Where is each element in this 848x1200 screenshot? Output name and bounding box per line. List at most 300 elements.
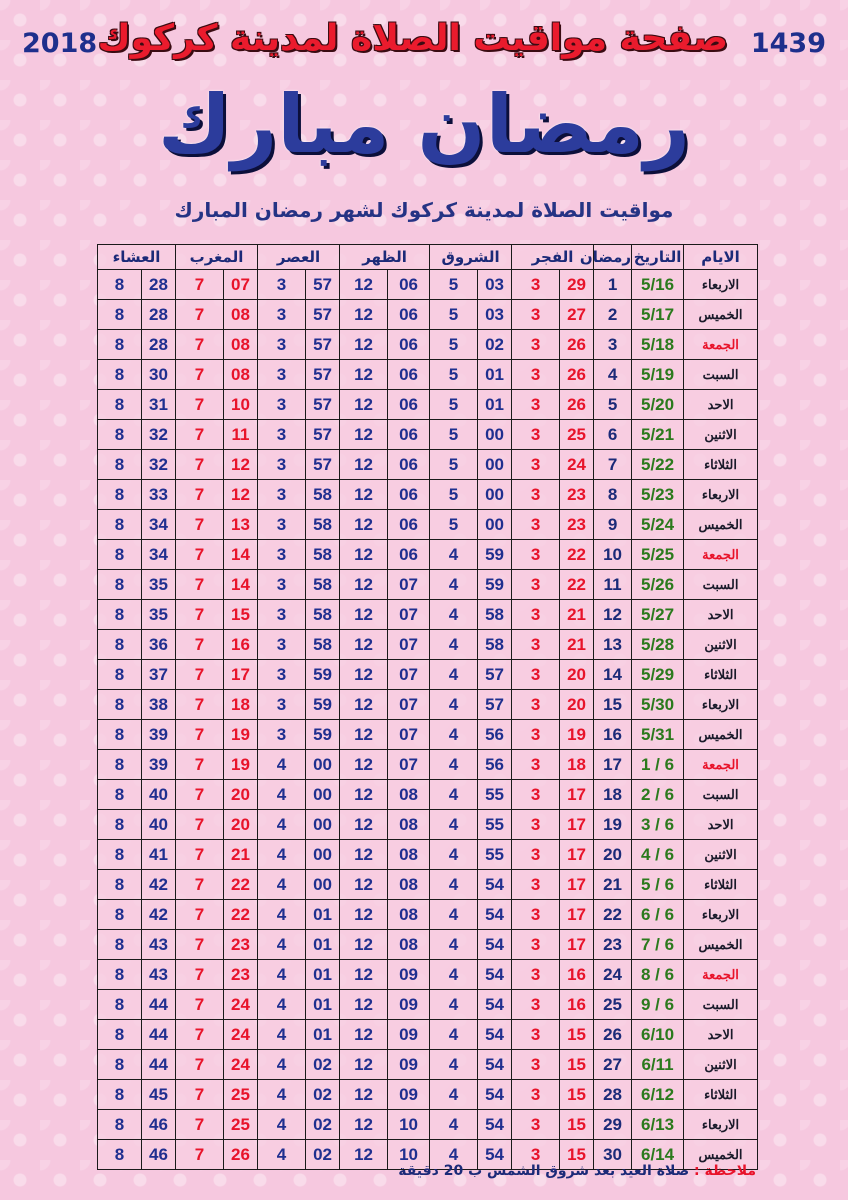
shurooq-hour-cell: 4: [430, 750, 478, 780]
maghrib-minute-cell: 19: [224, 720, 258, 750]
asr-hour-cell: 3: [258, 510, 306, 540]
maghrib-minute-cell: 24: [224, 1020, 258, 1050]
dhuhr-hour-cell: 12: [340, 1110, 388, 1140]
isha-minute-cell: 32: [142, 450, 176, 480]
fajr-minute-cell: 19: [560, 720, 594, 750]
table-row: [98, 1080, 758, 1110]
shurooq-hour-cell: 4: [430, 810, 478, 840]
fajr-minute-cell: 15: [560, 1050, 594, 1080]
ramadan-day-cell: 10: [594, 540, 632, 570]
dhuhr-hour-cell: 12: [340, 720, 388, 750]
asr-minute-cell: 01: [306, 1020, 340, 1050]
ramadan-day-cell: 12: [594, 600, 632, 630]
shurooq-minute-cell: 59: [478, 540, 512, 570]
ramadan-day-cell: 13: [594, 630, 632, 660]
shurooq-hour-cell: 4: [430, 930, 478, 960]
asr-hour-cell: 3: [258, 270, 306, 300]
date-cell: 6 / 8: [632, 960, 684, 990]
asr-hour-cell: 4: [258, 870, 306, 900]
maghrib-minute-cell: 07: [224, 270, 258, 300]
dhuhr-minute-cell: 08: [388, 780, 430, 810]
shurooq-hour-cell: 5: [430, 480, 478, 510]
asr-minute-cell: 57: [306, 360, 340, 390]
isha-minute-cell: 28: [142, 270, 176, 300]
maghrib-hour-cell: 7: [176, 450, 224, 480]
asr-hour-cell: 3: [258, 300, 306, 330]
fajr-hour-cell: 3: [512, 840, 560, 870]
asr-minute-cell: 58: [306, 600, 340, 630]
isha-hour-cell: 8: [98, 1050, 142, 1080]
date-cell: 5/21: [632, 420, 684, 450]
fajr-hour-cell: 3: [512, 1050, 560, 1080]
shurooq-minute-cell: 55: [478, 780, 512, 810]
dhuhr-hour-cell: 12: [340, 570, 388, 600]
day-cell: الثلاثاء: [684, 1080, 758, 1110]
date-cell: 6/12: [632, 1080, 684, 1110]
fajr-hour-cell: 3: [512, 1020, 560, 1050]
shurooq-minute-cell: 57: [478, 690, 512, 720]
maghrib-hour-cell: 7: [176, 1110, 224, 1140]
isha-hour-cell: 8: [98, 960, 142, 990]
isha-hour-cell: 8: [98, 720, 142, 750]
dhuhr-minute-cell: 10: [388, 1110, 430, 1140]
dhuhr-minute-cell: 06: [388, 540, 430, 570]
fajr-hour-cell: 3: [512, 510, 560, 540]
fajr-minute-cell: 27: [560, 300, 594, 330]
asr-hour-cell: 3: [258, 480, 306, 510]
isha-hour-cell: 8: [98, 930, 142, 960]
asr-hour-cell: 3: [258, 630, 306, 660]
isha-hour-cell: 8: [98, 780, 142, 810]
isha-minute-cell: 42: [142, 870, 176, 900]
footer-note: [96, 1163, 756, 1179]
asr-minute-cell: 59: [306, 690, 340, 720]
fajr-hour-cell: 3: [512, 1080, 560, 1110]
shurooq-minute-cell: 54: [478, 1110, 512, 1140]
fajr-minute-cell: 17: [560, 810, 594, 840]
dhuhr-minute-cell: 09: [388, 1080, 430, 1110]
maghrib-hour-cell: 7: [176, 750, 224, 780]
isha-minute-cell: 35: [142, 600, 176, 630]
fajr-hour-cell: 3: [512, 270, 560, 300]
fajr-minute-cell: 16: [560, 990, 594, 1020]
asr-minute-cell: 57: [306, 270, 340, 300]
dhuhr-minute-cell: 07: [388, 570, 430, 600]
shurooq-hour-cell: 4: [430, 960, 478, 990]
dhuhr-minute-cell: 07: [388, 630, 430, 660]
dhuhr-hour-cell: 12: [340, 1050, 388, 1080]
header-asr: العصر: [258, 245, 340, 270]
fajr-minute-cell: 17: [560, 900, 594, 930]
shurooq-minute-cell: 54: [478, 990, 512, 1020]
fajr-hour-cell: 3: [512, 450, 560, 480]
dhuhr-hour-cell: 12: [340, 690, 388, 720]
dhuhr-hour-cell: 12: [340, 630, 388, 660]
fajr-hour-cell: 3: [512, 600, 560, 630]
fajr-hour-cell: 3: [512, 870, 560, 900]
date-cell: 6 / 5: [632, 870, 684, 900]
table-row: [98, 690, 758, 720]
maghrib-minute-cell: 18: [224, 690, 258, 720]
ramadan-day-cell: 11: [594, 570, 632, 600]
date-cell: 6/13: [632, 1110, 684, 1140]
isha-minute-cell: 34: [142, 540, 176, 570]
dhuhr-minute-cell: 07: [388, 660, 430, 690]
maghrib-minute-cell: 10: [224, 390, 258, 420]
isha-hour-cell: 8: [98, 690, 142, 720]
asr-minute-cell: 58: [306, 480, 340, 510]
ramadan-day-cell: 28: [594, 1080, 632, 1110]
isha-hour-cell: 8: [98, 810, 142, 840]
dhuhr-minute-cell: 07: [388, 690, 430, 720]
fajr-hour-cell: 3: [512, 720, 560, 750]
isha-hour-cell: 8: [98, 420, 142, 450]
day-cell: السبت: [684, 360, 758, 390]
fajr-minute-cell: 18: [560, 750, 594, 780]
hijri-year: 1439: [750, 28, 826, 59]
maghrib-minute-cell: 26: [224, 1140, 258, 1170]
shurooq-hour-cell: 4: [430, 690, 478, 720]
shurooq-hour-cell: 4: [430, 1020, 478, 1050]
fajr-minute-cell: 23: [560, 480, 594, 510]
shurooq-minute-cell: 55: [478, 840, 512, 870]
shurooq-hour-cell: 5: [430, 390, 478, 420]
fajr-minute-cell: 25: [560, 420, 594, 450]
isha-minute-cell: 28: [142, 330, 176, 360]
dhuhr-minute-cell: 06: [388, 510, 430, 540]
dhuhr-minute-cell: 08: [388, 870, 430, 900]
table-row: [98, 450, 758, 480]
isha-hour-cell: 8: [98, 300, 142, 330]
maghrib-minute-cell: 12: [224, 480, 258, 510]
maghrib-minute-cell: 23: [224, 960, 258, 990]
shurooq-minute-cell: 54: [478, 1140, 512, 1170]
shurooq-hour-cell: 4: [430, 1110, 478, 1140]
fajr-minute-cell: 26: [560, 360, 594, 390]
asr-hour-cell: 4: [258, 1110, 306, 1140]
shurooq-minute-cell: 58: [478, 600, 512, 630]
day-cell: الخميس: [684, 720, 758, 750]
maghrib-minute-cell: 13: [224, 510, 258, 540]
day-cell: الاثنين: [684, 1050, 758, 1080]
table-row: [98, 600, 758, 630]
date-cell: 5/18: [632, 330, 684, 360]
maghrib-hour-cell: 7: [176, 780, 224, 810]
fajr-minute-cell: 21: [560, 600, 594, 630]
asr-hour-cell: 4: [258, 930, 306, 960]
shurooq-hour-cell: 4: [430, 1050, 478, 1080]
shurooq-hour-cell: 4: [430, 840, 478, 870]
header-dhuhr: الظهر: [340, 245, 430, 270]
maghrib-hour-cell: 7: [176, 990, 224, 1020]
maghrib-hour-cell: 7: [176, 900, 224, 930]
fajr-hour-cell: 3: [512, 420, 560, 450]
shurooq-minute-cell: 01: [478, 360, 512, 390]
isha-hour-cell: 8: [98, 600, 142, 630]
date-cell: 6/14: [632, 1140, 684, 1170]
maghrib-hour-cell: 7: [176, 1020, 224, 1050]
ramadan-day-cell: 30: [594, 1140, 632, 1170]
asr-minute-cell: 58: [306, 630, 340, 660]
table-row: [98, 540, 758, 570]
date-cell: 5/23: [632, 480, 684, 510]
day-cell: الاثنين: [684, 420, 758, 450]
day-cell: الاحد: [684, 600, 758, 630]
shurooq-hour-cell: 4: [430, 630, 478, 660]
day-cell: الاربعاء: [684, 690, 758, 720]
isha-hour-cell: 8: [98, 510, 142, 540]
asr-hour-cell: 4: [258, 960, 306, 990]
maghrib-minute-cell: 20: [224, 780, 258, 810]
asr-hour-cell: 3: [258, 450, 306, 480]
date-cell: 5/19: [632, 360, 684, 390]
isha-minute-cell: 31: [142, 390, 176, 420]
maghrib-minute-cell: 08: [224, 300, 258, 330]
gregorian-year: 2018: [22, 28, 98, 59]
shurooq-hour-cell: 4: [430, 990, 478, 1020]
dhuhr-hour-cell: 12: [340, 900, 388, 930]
header-isha: العشاء: [98, 245, 176, 270]
day-cell: الثلاثاء: [684, 450, 758, 480]
header-date: التاريخ: [632, 245, 684, 270]
date-cell: 6 / 9: [632, 990, 684, 1020]
ramadan-day-cell: 8: [594, 480, 632, 510]
maghrib-minute-cell: 08: [224, 330, 258, 360]
ramadan-day-cell: 19: [594, 810, 632, 840]
shurooq-hour-cell: 5: [430, 360, 478, 390]
isha-hour-cell: 8: [98, 450, 142, 480]
page-top-title: صفحة مواقيت الصلاة لمدينة كركوك: [97, 18, 728, 59]
header-shurooq: الشروق: [430, 245, 512, 270]
fajr-hour-cell: 3: [512, 1140, 560, 1170]
isha-hour-cell: 8: [98, 1140, 142, 1170]
maghrib-hour-cell: 7: [176, 1080, 224, 1110]
fajr-minute-cell: 15: [560, 1140, 594, 1170]
asr-hour-cell: 4: [258, 1050, 306, 1080]
isha-minute-cell: 35: [142, 570, 176, 600]
maghrib-hour-cell: 7: [176, 720, 224, 750]
maghrib-minute-cell: 08: [224, 360, 258, 390]
shurooq-minute-cell: 56: [478, 750, 512, 780]
date-cell: 5/20: [632, 390, 684, 420]
maghrib-hour-cell: 7: [176, 960, 224, 990]
fajr-hour-cell: 3: [512, 690, 560, 720]
shurooq-minute-cell: 00: [478, 420, 512, 450]
dhuhr-hour-cell: 12: [340, 990, 388, 1020]
fajr-hour-cell: 3: [512, 630, 560, 660]
ramadan-day-cell: 18: [594, 780, 632, 810]
ramadan-day-cell: 15: [594, 690, 632, 720]
asr-minute-cell: 58: [306, 540, 340, 570]
table-row: [98, 1110, 758, 1140]
maghrib-minute-cell: 25: [224, 1110, 258, 1140]
maghrib-hour-cell: 7: [176, 570, 224, 600]
maghrib-hour-cell: 7: [176, 870, 224, 900]
maghrib-hour-cell: 7: [176, 270, 224, 300]
ramadan-day-cell: 7: [594, 450, 632, 480]
dhuhr-minute-cell: 09: [388, 1020, 430, 1050]
dhuhr-minute-cell: 06: [388, 480, 430, 510]
fajr-hour-cell: 3: [512, 570, 560, 600]
shurooq-minute-cell: 54: [478, 1050, 512, 1080]
asr-minute-cell: 57: [306, 300, 340, 330]
day-cell: الخميس: [684, 930, 758, 960]
isha-hour-cell: 8: [98, 630, 142, 660]
day-cell: الاحد: [684, 1020, 758, 1050]
ramadan-day-cell: 1: [594, 270, 632, 300]
asr-minute-cell: 00: [306, 840, 340, 870]
ramadan-day-cell: 22: [594, 900, 632, 930]
asr-hour-cell: 3: [258, 420, 306, 450]
dhuhr-minute-cell: 10: [388, 1140, 430, 1170]
day-cell: الخميس: [684, 300, 758, 330]
dhuhr-minute-cell: 06: [388, 390, 430, 420]
ramadan-day-cell: 6: [594, 420, 632, 450]
header-maghrib: المغرب: [176, 245, 258, 270]
table-row: [98, 870, 758, 900]
fajr-hour-cell: 3: [512, 660, 560, 690]
fajr-minute-cell: 15: [560, 1080, 594, 1110]
maghrib-minute-cell: 24: [224, 1050, 258, 1080]
maghrib-minute-cell: 21: [224, 840, 258, 870]
header-fajr: الفجر: [512, 245, 594, 270]
ramadan-day-cell: 25: [594, 990, 632, 1020]
shurooq-minute-cell: 03: [478, 270, 512, 300]
shurooq-hour-cell: 5: [430, 300, 478, 330]
fajr-minute-cell: 22: [560, 570, 594, 600]
day-cell: الخميس: [684, 1140, 758, 1170]
dhuhr-hour-cell: 12: [340, 450, 388, 480]
day-cell: الجمعة: [684, 750, 758, 780]
ramadan-day-cell: 20: [594, 840, 632, 870]
shurooq-minute-cell: 00: [478, 510, 512, 540]
header-ramadan: رمضان: [594, 245, 632, 270]
asr-hour-cell: 4: [258, 1020, 306, 1050]
ramadan-day-cell: 2: [594, 300, 632, 330]
ramadan-day-cell: 23: [594, 930, 632, 960]
note-label: ملاحظة :: [694, 1163, 756, 1179]
ramadan-day-cell: 29: [594, 1110, 632, 1140]
asr-hour-cell: 3: [258, 390, 306, 420]
date-cell: 5/24: [632, 510, 684, 540]
fajr-hour-cell: 3: [512, 330, 560, 360]
ramadan-day-cell: 17: [594, 750, 632, 780]
isha-minute-cell: 41: [142, 840, 176, 870]
dhuhr-minute-cell: 07: [388, 750, 430, 780]
shurooq-minute-cell: 58: [478, 630, 512, 660]
date-cell: 6 / 2: [632, 780, 684, 810]
isha-hour-cell: 8: [98, 330, 142, 360]
day-cell: الجمعة: [684, 330, 758, 360]
isha-minute-cell: 40: [142, 780, 176, 810]
shurooq-minute-cell: 00: [478, 480, 512, 510]
table-row: [98, 810, 758, 840]
dhuhr-minute-cell: 08: [388, 900, 430, 930]
asr-hour-cell: 3: [258, 330, 306, 360]
isha-hour-cell: 8: [98, 1110, 142, 1140]
date-cell: 5/31: [632, 720, 684, 750]
isha-hour-cell: 8: [98, 360, 142, 390]
asr-hour-cell: 4: [258, 780, 306, 810]
table-row: [98, 300, 758, 330]
asr-hour-cell: 4: [258, 900, 306, 930]
day-cell: الاربعاء: [684, 900, 758, 930]
day-cell: الاربعاء: [684, 270, 758, 300]
table-row: [98, 330, 758, 360]
isha-hour-cell: 8: [98, 900, 142, 930]
shurooq-minute-cell: 00: [478, 450, 512, 480]
maghrib-minute-cell: 20: [224, 810, 258, 840]
shurooq-hour-cell: 5: [430, 450, 478, 480]
page-main-title: رمضان مبارك: [157, 78, 691, 171]
asr-minute-cell: 59: [306, 660, 340, 690]
isha-hour-cell: 8: [98, 1080, 142, 1110]
maghrib-minute-cell: 15: [224, 600, 258, 630]
day-cell: الجمعة: [684, 540, 758, 570]
asr-minute-cell: 01: [306, 960, 340, 990]
isha-minute-cell: 42: [142, 900, 176, 930]
shurooq-hour-cell: 4: [430, 660, 478, 690]
fajr-hour-cell: 3: [512, 300, 560, 330]
asr-minute-cell: 00: [306, 750, 340, 780]
fajr-minute-cell: 23: [560, 510, 594, 540]
table-row: [98, 660, 758, 690]
isha-minute-cell: 45: [142, 1080, 176, 1110]
maghrib-minute-cell: 25: [224, 1080, 258, 1110]
fajr-hour-cell: 3: [512, 1110, 560, 1140]
date-cell: 6 / 3: [632, 810, 684, 840]
asr-minute-cell: 59: [306, 720, 340, 750]
isha-minute-cell: 43: [142, 930, 176, 960]
table-row: [98, 360, 758, 390]
date-cell: 6 / 1: [632, 750, 684, 780]
dhuhr-hour-cell: 12: [340, 330, 388, 360]
day-cell: السبت: [684, 990, 758, 1020]
date-cell: 5/28: [632, 630, 684, 660]
shurooq-minute-cell: 54: [478, 870, 512, 900]
shurooq-hour-cell: 4: [430, 540, 478, 570]
fajr-hour-cell: 3: [512, 540, 560, 570]
isha-hour-cell: 8: [98, 270, 142, 300]
asr-hour-cell: 3: [258, 570, 306, 600]
fajr-hour-cell: 3: [512, 900, 560, 930]
dhuhr-hour-cell: 12: [340, 420, 388, 450]
date-cell: 6 / 7: [632, 930, 684, 960]
fajr-minute-cell: 17: [560, 840, 594, 870]
isha-minute-cell: 43: [142, 960, 176, 990]
isha-minute-cell: 40: [142, 810, 176, 840]
shurooq-hour-cell: 4: [430, 780, 478, 810]
shurooq-minute-cell: 02: [478, 330, 512, 360]
table-row: [98, 1020, 758, 1050]
dhuhr-hour-cell: 12: [340, 870, 388, 900]
dhuhr-minute-cell: 06: [388, 300, 430, 330]
asr-hour-cell: 4: [258, 1080, 306, 1110]
shurooq-minute-cell: 55: [478, 810, 512, 840]
fajr-hour-cell: 3: [512, 480, 560, 510]
asr-hour-cell: 3: [258, 360, 306, 390]
day-cell: الثلاثاء: [684, 870, 758, 900]
shurooq-hour-cell: 4: [430, 1140, 478, 1170]
table-row: [98, 990, 758, 1020]
maghrib-hour-cell: 7: [176, 390, 224, 420]
day-cell: السبت: [684, 570, 758, 600]
isha-hour-cell: 8: [98, 870, 142, 900]
date-cell: 5/26: [632, 570, 684, 600]
shurooq-hour-cell: 4: [430, 1080, 478, 1110]
dhuhr-minute-cell: 08: [388, 840, 430, 870]
maghrib-hour-cell: 7: [176, 930, 224, 960]
